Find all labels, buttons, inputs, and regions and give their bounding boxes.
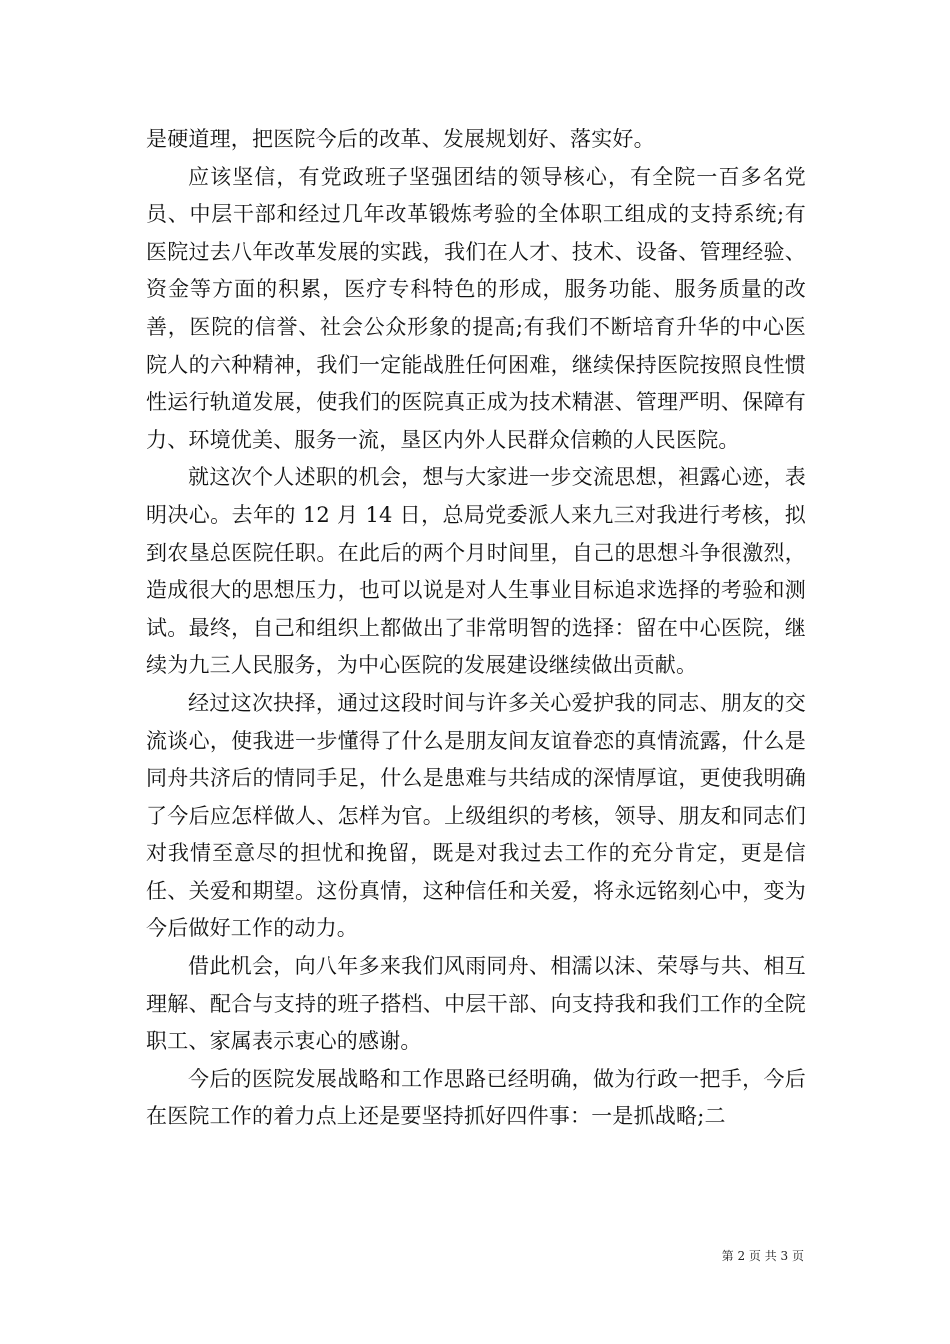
paragraph: 是硬道理，把医院今后的改革、发展规划好、落实好。 — [146, 127, 655, 151]
page-number-footer: 第 2 页 共 3 页 — [721, 1249, 804, 1263]
paragraph: 就这次个人述职的机会，想与大家进一步交流思想，袒露心迹，表明决心。去年的 12 月 14 日，总局党委派人来九三对我进行考核，拟到农垦总医院任职。在此后的两个月时间里，自己的思想斗争很激烈，造成很大的思想压力，也可以说是对人生事业目标追求选择的考验和测试。最终，自己和组织上都做出了非常明智的选择：留在中心医院，继续为九三人民服务，为中心医院的发展建设继续做出贡献。 — [146, 465, 806, 678]
paragraph: 应该坚信，有党政班子坚强团结的领导核心，有全院一百多名党员、中层干部和经过几年改革锻炼考验的全体职工组成的支持系统;有医院过去八年改革发展的实践，我们在人才、技术、设备、管理经验、资金等方面的积累，医疗专科特色的形成，服务功能、服务质量的改善，医院的信誉、社会公众形象的提高;有我们不断培育升华的中心医院人的六种精神，我们一定能战胜任何困难，继续保持医院按照良性惯性运行轨道发展，使我们的医院真正成为技术精湛、管理严明、保障有力、环境优美、服务一流，垦区内外人民群众信赖的人民医院。 — [146, 164, 806, 452]
paragraph: 经过这次抉择，通过这段时间与许多关心爱护我的同志、朋友的交流谈心，使我进一步懂得了什么是朋友间友谊眷恋的真情流露，什么是同舟共济后的情同手足，什么是患难与共结成的深情厚谊，更使我明确了今后应怎样做人、怎样为官。上级组织的考核，领导、朋友和同志们对我情至意尽的担忧和挽留，既是对我过去工作的充分肯定，更是信任、关爱和期望。这份真情，这种信任和关爱，将永远铭刻心中，变为今后做好工作的动力。 — [146, 690, 806, 941]
document-body — [146, 121, 806, 1136]
paragraph: 今后的医院发展战略和工作思路已经明确，做为行政一把手，今后在医院工作的着力点上还是要坚持抓好四件事：一是抓战略;二 — [146, 1066, 806, 1129]
paragraph: 借此机会，向八年多来我们风雨同舟、相濡以沫、荣辱与共、相互理解、配合与支持的班子搭档、中层干部、向支持我和我们工作的全院职工、家属表示衷心的感谢。 — [146, 954, 806, 1054]
